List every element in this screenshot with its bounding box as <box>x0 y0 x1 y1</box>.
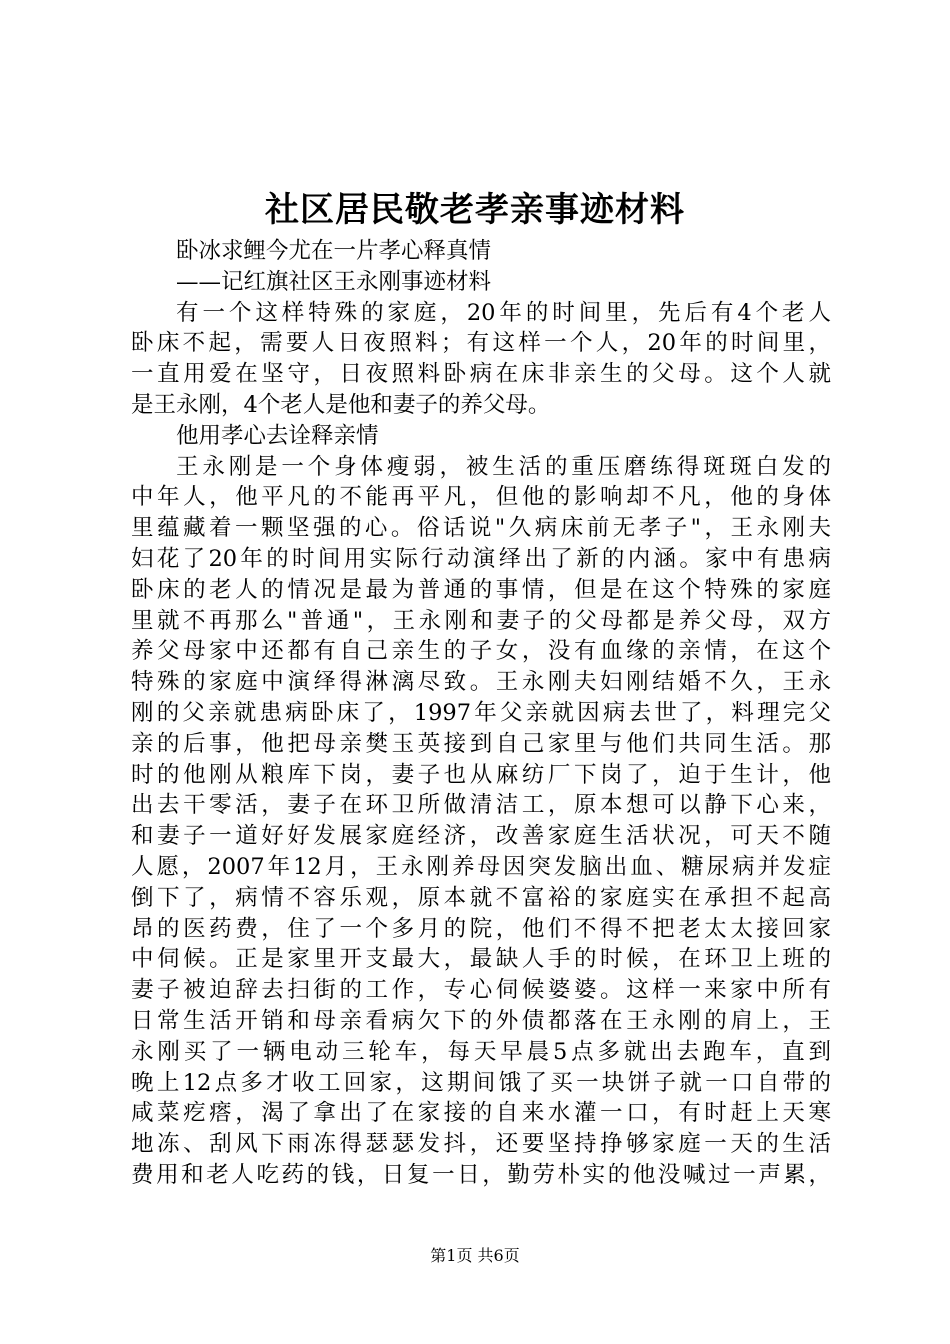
body-line: 咸菜疙瘩，渴了拿出了在家接的自来水灌一口，有时赶上天寒 <box>131 1100 831 1127</box>
body-line: 刚的父亲就患病卧床了，1997年父亲就因病去世了，料理完父 <box>131 699 831 726</box>
body-line: 一直用爱在坚守，日夜照料卧病在床非亲生的父母。这个人就 <box>131 361 831 388</box>
body-line: 费用和老人吃药的钱，日复一日，勤劳朴实的他没喊过一声累， <box>131 1161 831 1188</box>
body-line: 卧冰求鲤今尤在一片孝心释真情 <box>176 238 492 264</box>
document-title: 社区居民敬老孝亲事迹材料 <box>265 190 685 230</box>
body-line: 是王永刚，4个老人是他和妻子的养父母。 <box>131 391 551 418</box>
body-line: 卧床不起，需要人日夜照料；有这样一个人，20年的时间里， <box>131 330 831 357</box>
body-line: ——记红旗社区王永刚事迹材料 <box>176 268 492 295</box>
body-line: 中年人，他平凡的不能再平凡，但他的影响却不凡，他的身体 <box>131 484 831 511</box>
body-line: 地冻、刮风下雨冻得瑟瑟发抖，还要坚持挣够家庭一天的生活 <box>131 1131 831 1158</box>
body-line: 有一个这样特殊的家庭，20年的时间里，先后有4个老人 <box>176 299 831 326</box>
body-line: 王永刚是一个身体瘦弱，被生活的重压磨练得斑斑白发的 <box>176 453 831 480</box>
document-body <box>131 236 831 1191</box>
body-line: 倒下了，病情不容乐观，原本就不富裕的家庭实在承担不起高 <box>131 884 831 911</box>
body-line: 中伺候。正是家里开支最大，最缺人手的时候，在环卫上班的 <box>131 946 831 973</box>
body-line: 养父母家中还都有自己亲生的子女，没有血缘的亲情，在这个 <box>131 638 831 665</box>
body-line: 和妻子一道好好发展家庭经济，改善家庭生活状况，可天不随 <box>131 823 831 850</box>
body-line: 妻子被迫辞去扫街的工作，专心伺候婆婆。这样一来家中所有 <box>131 977 831 1004</box>
body-line: 永刚买了一辆电动三轮车，每天早晨5点多就出去跑车，直到 <box>131 1038 831 1065</box>
body-line: 卧床的老人的情况是最为普通的事情，但是在这个特殊的家庭 <box>131 576 831 603</box>
body-line: 日常生活开销和母亲看病欠下的外债都落在王永刚的肩上，王 <box>131 1007 831 1034</box>
body-line: 亲的后事，他把母亲樊玉英接到自己家里与他们共同生活。那 <box>131 730 831 757</box>
body-line: 晚上12点多才收工回家，这期间饿了买一块饼子就一口自带的 <box>131 1069 831 1096</box>
body-line: 人愿，2007年12月，王永刚养母因突发脑出血、糖尿病并发症 <box>131 853 831 880</box>
body-line: 出去干零活，妻子在环卫所做清洁工，原本想可以静下心来， <box>131 792 831 819</box>
body-line: 他用孝心去诠释亲情 <box>176 422 379 449</box>
page-number-footer: 第1页 共6页 <box>430 1246 520 1265</box>
body-line: 昂的医药费，住了一个多月的院，他们不得不把老太太接回家 <box>131 915 831 942</box>
body-line: 里蕴藏着一颗坚强的心。俗话说"久病床前无孝子"，王永刚夫 <box>131 515 831 542</box>
body-line: 时的他刚从粮库下岗，妻子也从麻纺厂下岗了，迫于生计，他 <box>131 761 831 788</box>
body-line: 里就不再那么"普通"，王永刚和妻子的父母都是养父母，双方 <box>131 607 831 634</box>
body-line: 特殊的家庭中演绎得淋漓尽致。王永刚夫妇刚结婚不久，王永 <box>131 669 831 696</box>
body-line: 妇花了20年的时间用实际行动演绎出了新的内涵。家中有患病 <box>131 545 831 572</box>
